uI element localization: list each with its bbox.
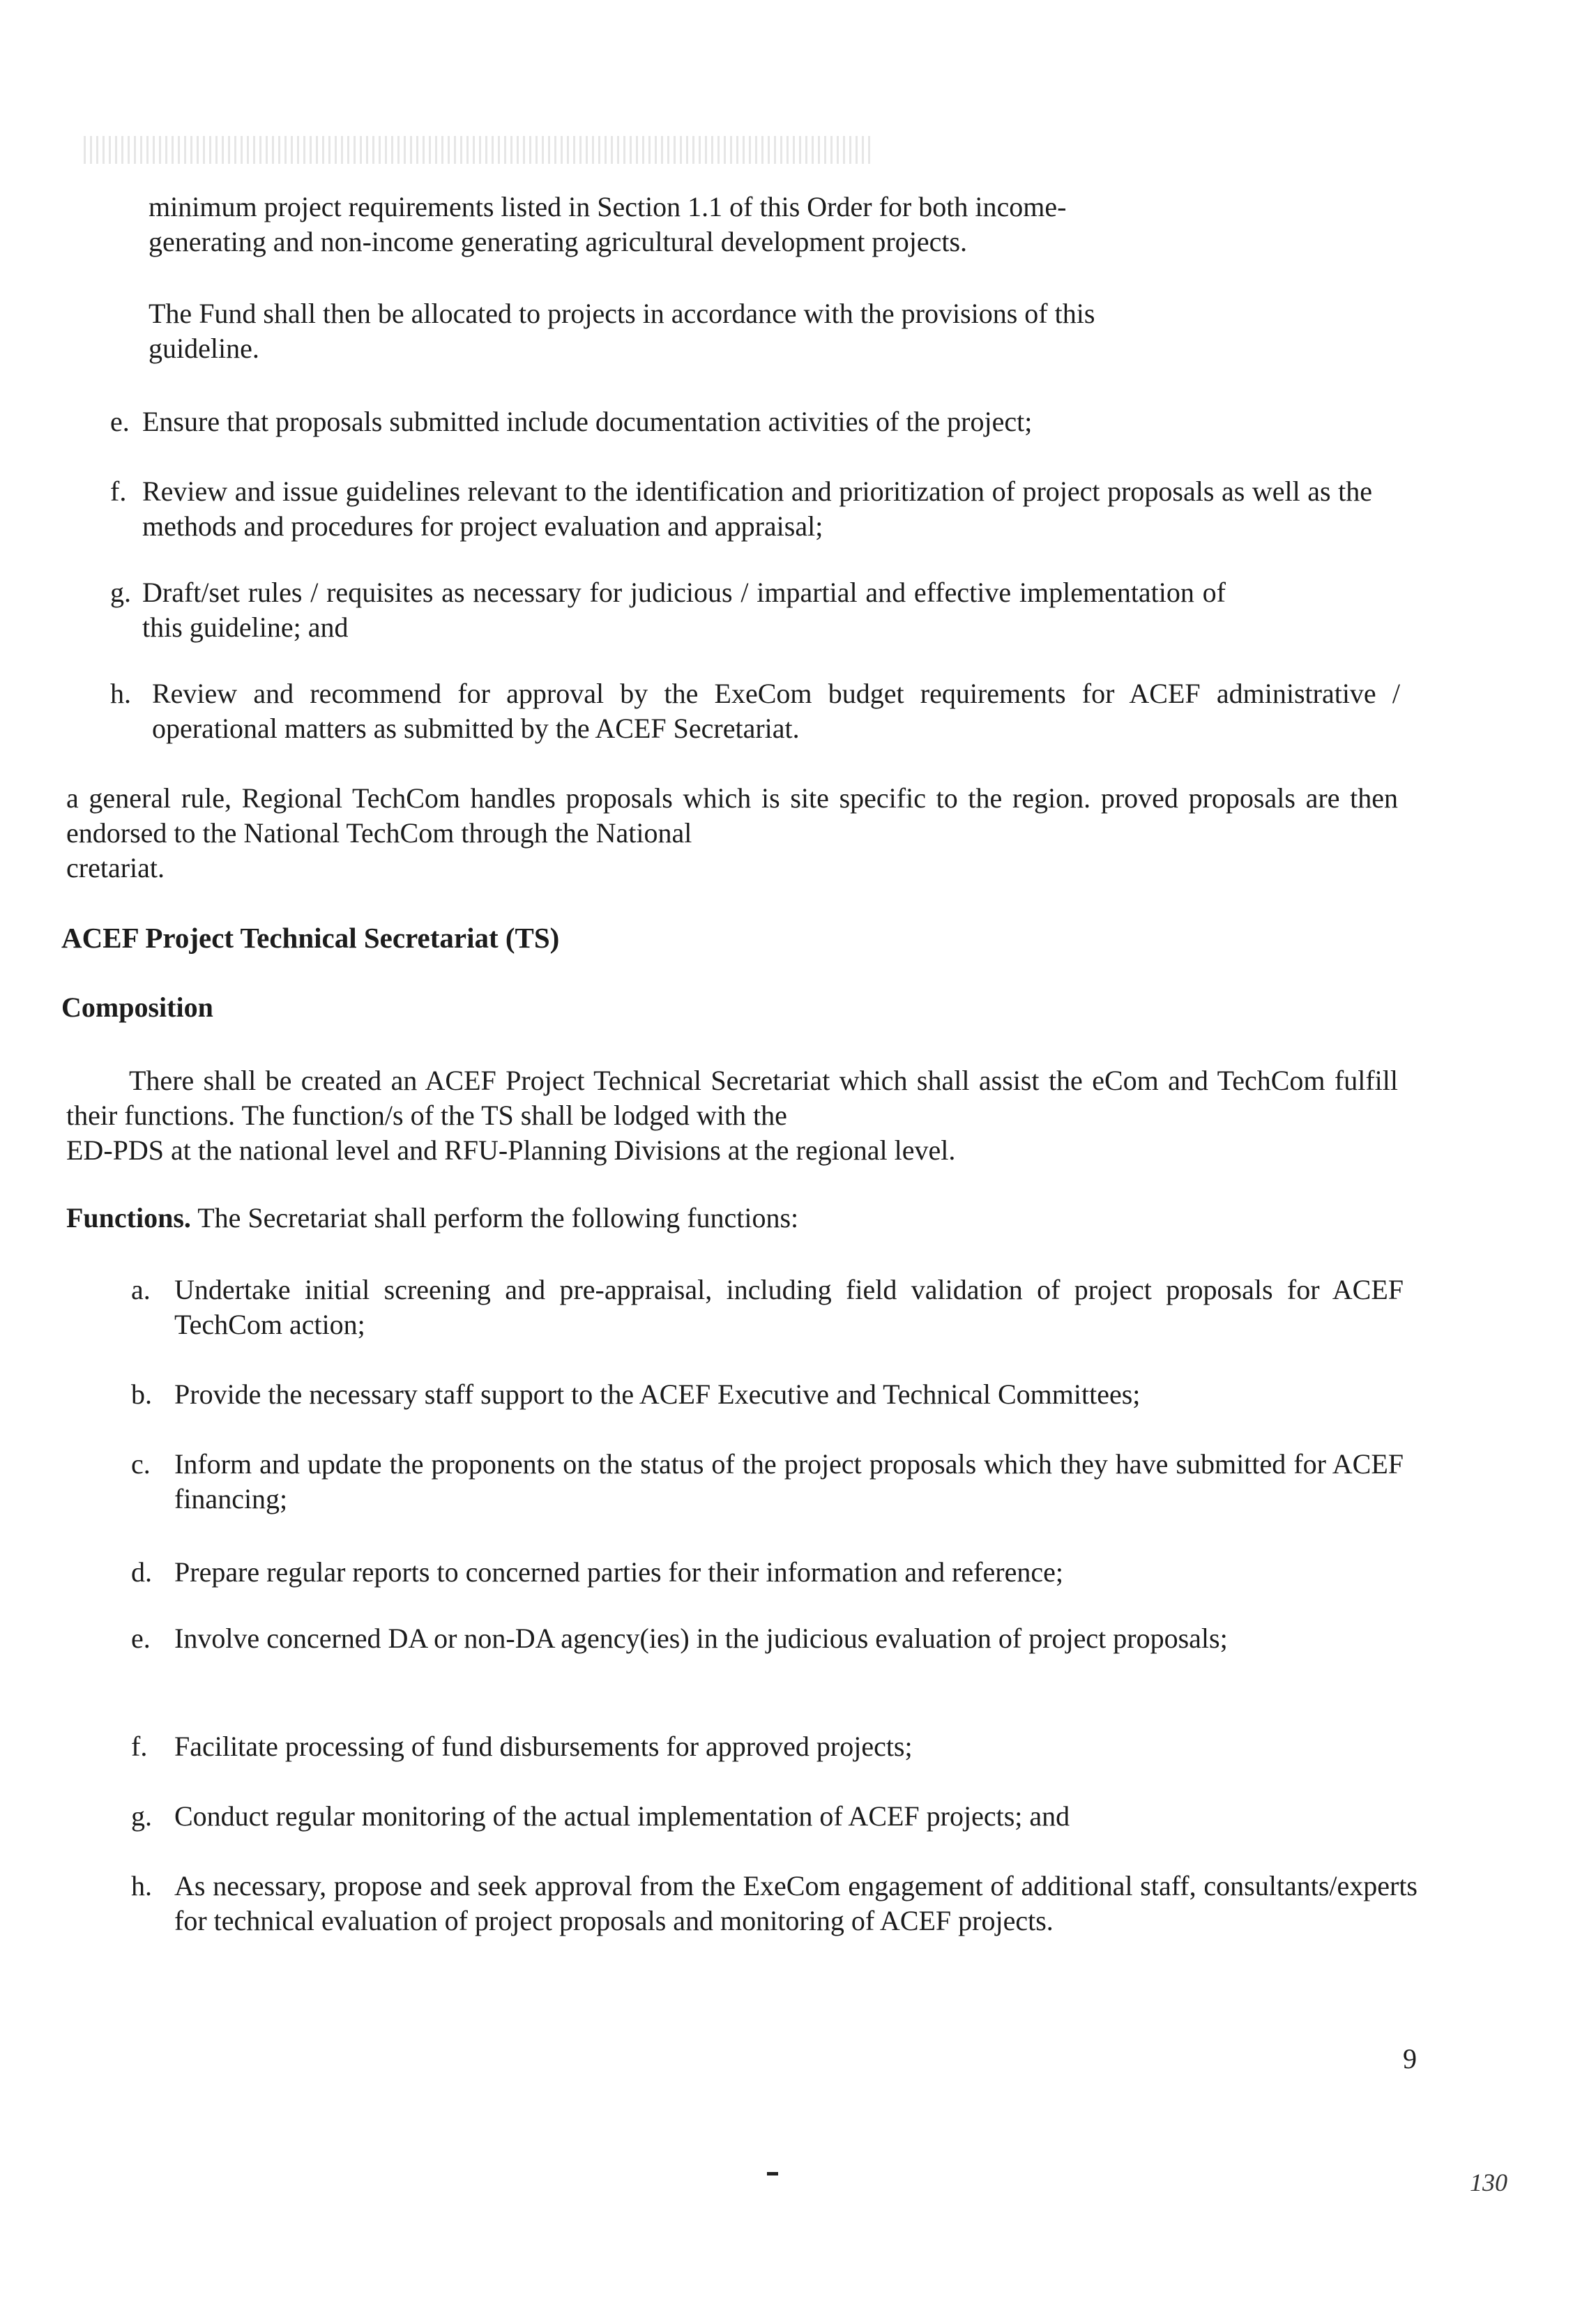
composition-line-2: eCom and TechCom fulfill their functions. The function/s of the TS shall be lodged with the xyxy=(66,1065,1399,1131)
list-item-label: g. xyxy=(110,577,131,608)
function-item-label: g. xyxy=(131,1800,152,1832)
list-item-text: Review and issue guidelines relevant to the identification and prioritization of project proposals as well as the methods and procedures for project evaluation and appraisal; xyxy=(142,476,1372,542)
function-item-e xyxy=(131,1621,1408,1656)
function-item-d xyxy=(131,1555,1421,1590)
functions-intro xyxy=(66,1201,1252,1236)
function-item-label: c. xyxy=(131,1448,151,1480)
composition-paragraph xyxy=(66,1063,1398,1168)
fund-line-2: guideline. xyxy=(149,333,259,364)
list-item-text: Ensure that proposals submitted include documentation activities of the project; xyxy=(142,406,1033,437)
list-item-e xyxy=(110,404,1386,439)
function-item-text: Undertake initial screening and pre-appraisal, including field validation of project proposals for ACEF TechCom action; xyxy=(174,1274,1404,1340)
function-item-h xyxy=(131,1869,1418,1938)
intro-paragraph xyxy=(149,190,1374,259)
general-rule-paragraph xyxy=(66,781,1398,886)
function-item-text: Provide the necessary staff support to the ACEF Executive and Technical Committees; xyxy=(174,1379,1141,1410)
intro-line-1: minimum project requirements listed in Section 1.1 of this Order for both income- xyxy=(149,191,1067,222)
list-item-g xyxy=(110,575,1226,645)
faded-header-residue xyxy=(84,136,872,164)
function-item-label: f. xyxy=(131,1731,148,1762)
function-item-text: Conduct regular monitoring of the actual implementation of ACEF projects; and xyxy=(174,1800,1070,1832)
function-item-label: a. xyxy=(131,1274,151,1305)
function-item-a xyxy=(131,1273,1404,1342)
function-item-text: Prepare regular reports to concerned parties for their information and reference; xyxy=(174,1556,1063,1588)
function-item-text: Inform and update the proponents on the status of the project proposals which they have submitted for ACEF financing; xyxy=(174,1448,1404,1514)
function-item-label: e. xyxy=(131,1623,151,1654)
list-item-f xyxy=(110,474,1372,544)
general-rule-line-3: cretariat. xyxy=(66,852,165,883)
function-item-f xyxy=(131,1729,1421,1764)
fund-paragraph xyxy=(149,296,1374,366)
page-number: 9 xyxy=(1403,2043,1417,2074)
function-item-c xyxy=(131,1447,1404,1517)
functions-intro-text: The Secretariat shall perform the following functions: xyxy=(197,1202,799,1233)
intro-line-2: generating and non-income generating agricultural development projects. xyxy=(149,226,968,257)
composition-line-3: ED-PDS at the national level and RFU-Planning Divisions at the regional level. xyxy=(66,1134,956,1166)
function-item-g xyxy=(131,1799,1421,1834)
list-item-label: e. xyxy=(110,406,130,437)
general-rule-line-2: proved proposals are then endorsed to the National TechCom through the National xyxy=(66,782,1398,849)
function-item-text: As necessary, propose and seek approval from the ExeCom engagement of additional staff, consultants/experts for technical evaluation of project proposals and monitoring of ACEF projects. xyxy=(174,1870,1418,1936)
subheading-composition: Composition xyxy=(61,992,213,1023)
function-item-text: Facilitate processing of fund disbursements for approved projects; xyxy=(174,1731,913,1762)
list-item-text: Draft/set rules / requisites as necessary for judicious / impartial and effective implementation of this guideline; and xyxy=(142,577,1226,643)
function-item-label: d. xyxy=(131,1556,152,1588)
list-item-label: h. xyxy=(110,678,131,709)
function-item-label: b. xyxy=(131,1379,152,1410)
list-item-label: f. xyxy=(110,476,127,507)
list-item-text: Review and recommend for approval by the ExeCom budget requirements for ACEF administrative / operational matters as submitted by the ACEF Secretariat. xyxy=(152,678,1400,744)
fund-line-1: The Fund shall then be allocated to projects in accordance with the provisions of this xyxy=(149,298,1095,329)
general-rule-line-1: a general rule, Regional TechCom handles proposals which is site specific to the region. xyxy=(66,782,1091,814)
composition-line-1: There shall be created an ACEF Project Technical Secretariat which shall assist the xyxy=(129,1065,1083,1096)
functions-label: Functions. xyxy=(66,1202,191,1233)
function-item-label: h. xyxy=(131,1870,152,1901)
function-item-b xyxy=(131,1377,1421,1412)
list-item-h xyxy=(110,676,1400,746)
handwritten-page-mark: 130 xyxy=(1470,2169,1507,2196)
function-item-text: Involve concerned DA or non-DA agency(ies) in the judicious evaluation of project proposals; xyxy=(174,1623,1228,1654)
section-heading-ts: ACEF Project Technical Secretariat (TS) xyxy=(61,922,560,954)
stray-dash-mark xyxy=(767,2172,778,2175)
